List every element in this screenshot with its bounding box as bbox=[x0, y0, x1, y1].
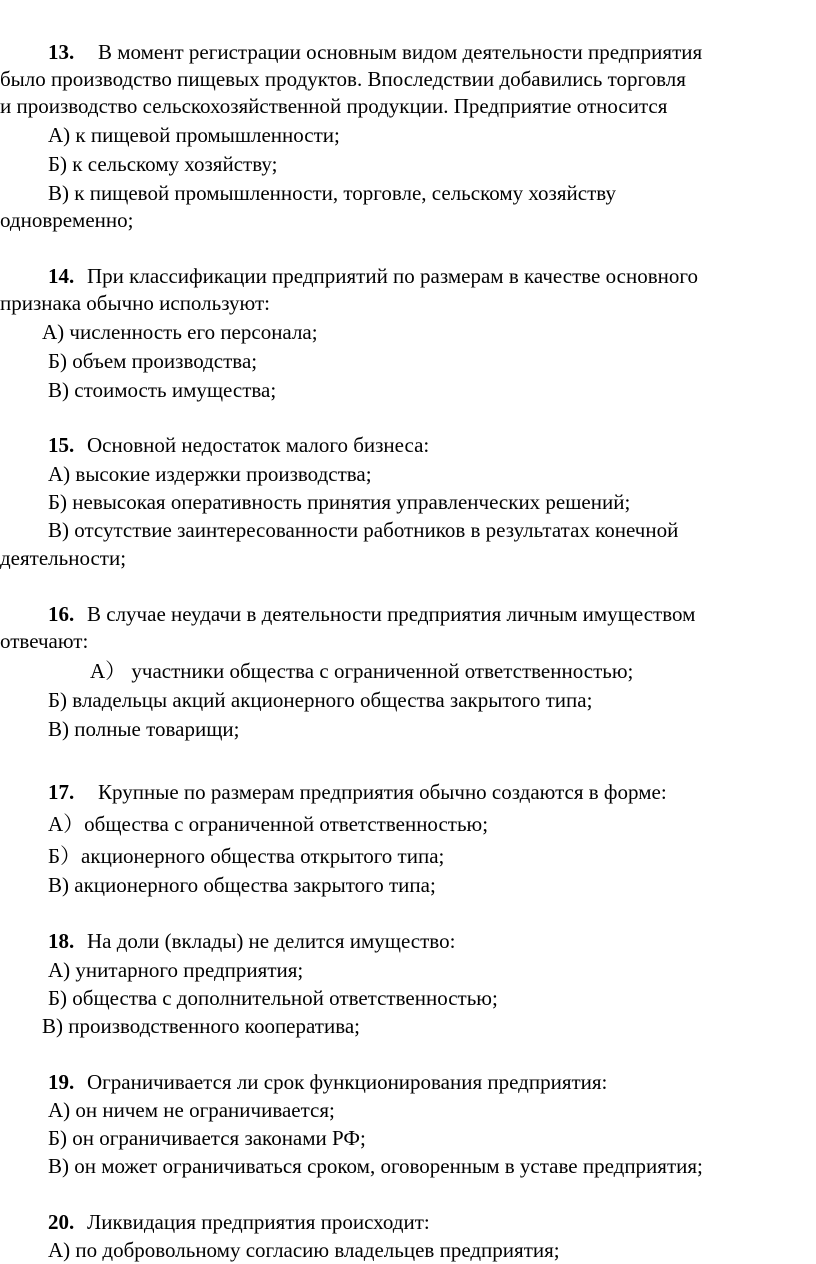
question-14-stem-line-2: признака обычно используют: bbox=[0, 291, 270, 315]
question-14-option-b: Б) объем производства; bbox=[48, 349, 258, 373]
question-19-number: 19. bbox=[48, 1070, 75, 1094]
question-19-option-c: В) он может ограничиваться сроком, оговоренным в уставе предприятия; bbox=[48, 1154, 703, 1178]
question-15-option-b: Б) невысокая оперативность принятия управленческих решений; bbox=[48, 490, 631, 514]
question-18-option-a: А) унитарного предприятия; bbox=[48, 958, 304, 982]
question-19-option-a: А) он ничем не ограничивается; bbox=[48, 1098, 335, 1122]
question-14-option-c: В) стоимость имущества; bbox=[48, 378, 277, 402]
question-18-number: 18. bbox=[48, 929, 75, 953]
question-15-number: 15. bbox=[48, 433, 75, 457]
question-19-option-b: Б) он ограничивается законами РФ; bbox=[48, 1126, 366, 1150]
question-16-option-a: А） участники общества с ограниченной ответственностью; bbox=[90, 659, 634, 683]
question-13-option-c: В) к пищевой промышленности, торговле, сельскому хозяйству bbox=[48, 181, 616, 205]
question-17-number: 17. bbox=[48, 780, 75, 804]
question-14-number: 14. bbox=[48, 264, 75, 288]
question-16-option-b: Б) владельцы акций акционерного общества закрытого типа; bbox=[48, 688, 593, 712]
question-13-stem-line-2: было производство пищевых продуктов. Впоследствии добавились торговля bbox=[0, 67, 686, 91]
question-13-number: 13. bbox=[48, 40, 75, 64]
question-17-option-a: А）общества с ограниченной ответственностью; bbox=[48, 812, 489, 836]
question-13-stem-line-3: и производство сельскохозяйственной продукции. Предприятие относится bbox=[0, 94, 668, 118]
question-13-option-c-cont: одновременно; bbox=[0, 208, 134, 232]
question-19-stem-line-1: Ограничивается ли срок функционирования предприятия: bbox=[87, 1070, 608, 1094]
question-14-option-a: А) численность его персонала; bbox=[42, 320, 318, 344]
question-13-option-a: А) к пищевой промышленности; bbox=[48, 123, 340, 147]
question-13-stem-line-1: В момент регистрации основным видом деятельности предприятия bbox=[98, 40, 703, 64]
question-15-option-a: А) высокие издержки производства; bbox=[48, 462, 372, 486]
question-17-option-b: Б）акционерного общества открытого типа; bbox=[48, 844, 445, 868]
question-18-stem-line-1: На доли (вклады) не делится имущество: bbox=[87, 929, 456, 953]
question-13-option-b: Б) к сельскому хозяйству; bbox=[48, 152, 278, 176]
question-16-stem-line-1: В случае неудачи в деятельности предприятия личным имуществом bbox=[87, 602, 696, 626]
question-20-option-a: А) по добровольному согласию владельцев предприятия; bbox=[48, 1238, 560, 1262]
question-16-stem-line-2: отвечают: bbox=[0, 629, 89, 653]
question-17-option-c: В) акционерного общества закрытого типа; bbox=[48, 873, 436, 897]
question-15-option-c: В) отсутствие заинтересованности работников в результатах конечной bbox=[48, 518, 679, 542]
question-18-option-c: В) производственного кооператива; bbox=[42, 1014, 360, 1038]
question-20-number: 20. bbox=[48, 1210, 75, 1234]
question-16-option-c: В) полные товарищи; bbox=[48, 717, 240, 741]
question-16-number: 16. bbox=[48, 602, 75, 626]
question-14-stem-line-1: При классификации предприятий по размерам в качестве основного bbox=[87, 264, 698, 288]
question-20-stem-line-1: Ликвидация предприятия происходит: bbox=[87, 1210, 430, 1234]
question-18-option-b: Б) общества с дополнительной ответственностью; bbox=[48, 986, 498, 1010]
question-17-stem-line-1: Крупные по размерам предприятия обычно создаются в форме: bbox=[98, 780, 667, 804]
question-15-stem-line-1: Основной недостаток малого бизнеса: bbox=[87, 433, 430, 457]
question-15-option-c-cont: деятельности; bbox=[0, 546, 127, 570]
